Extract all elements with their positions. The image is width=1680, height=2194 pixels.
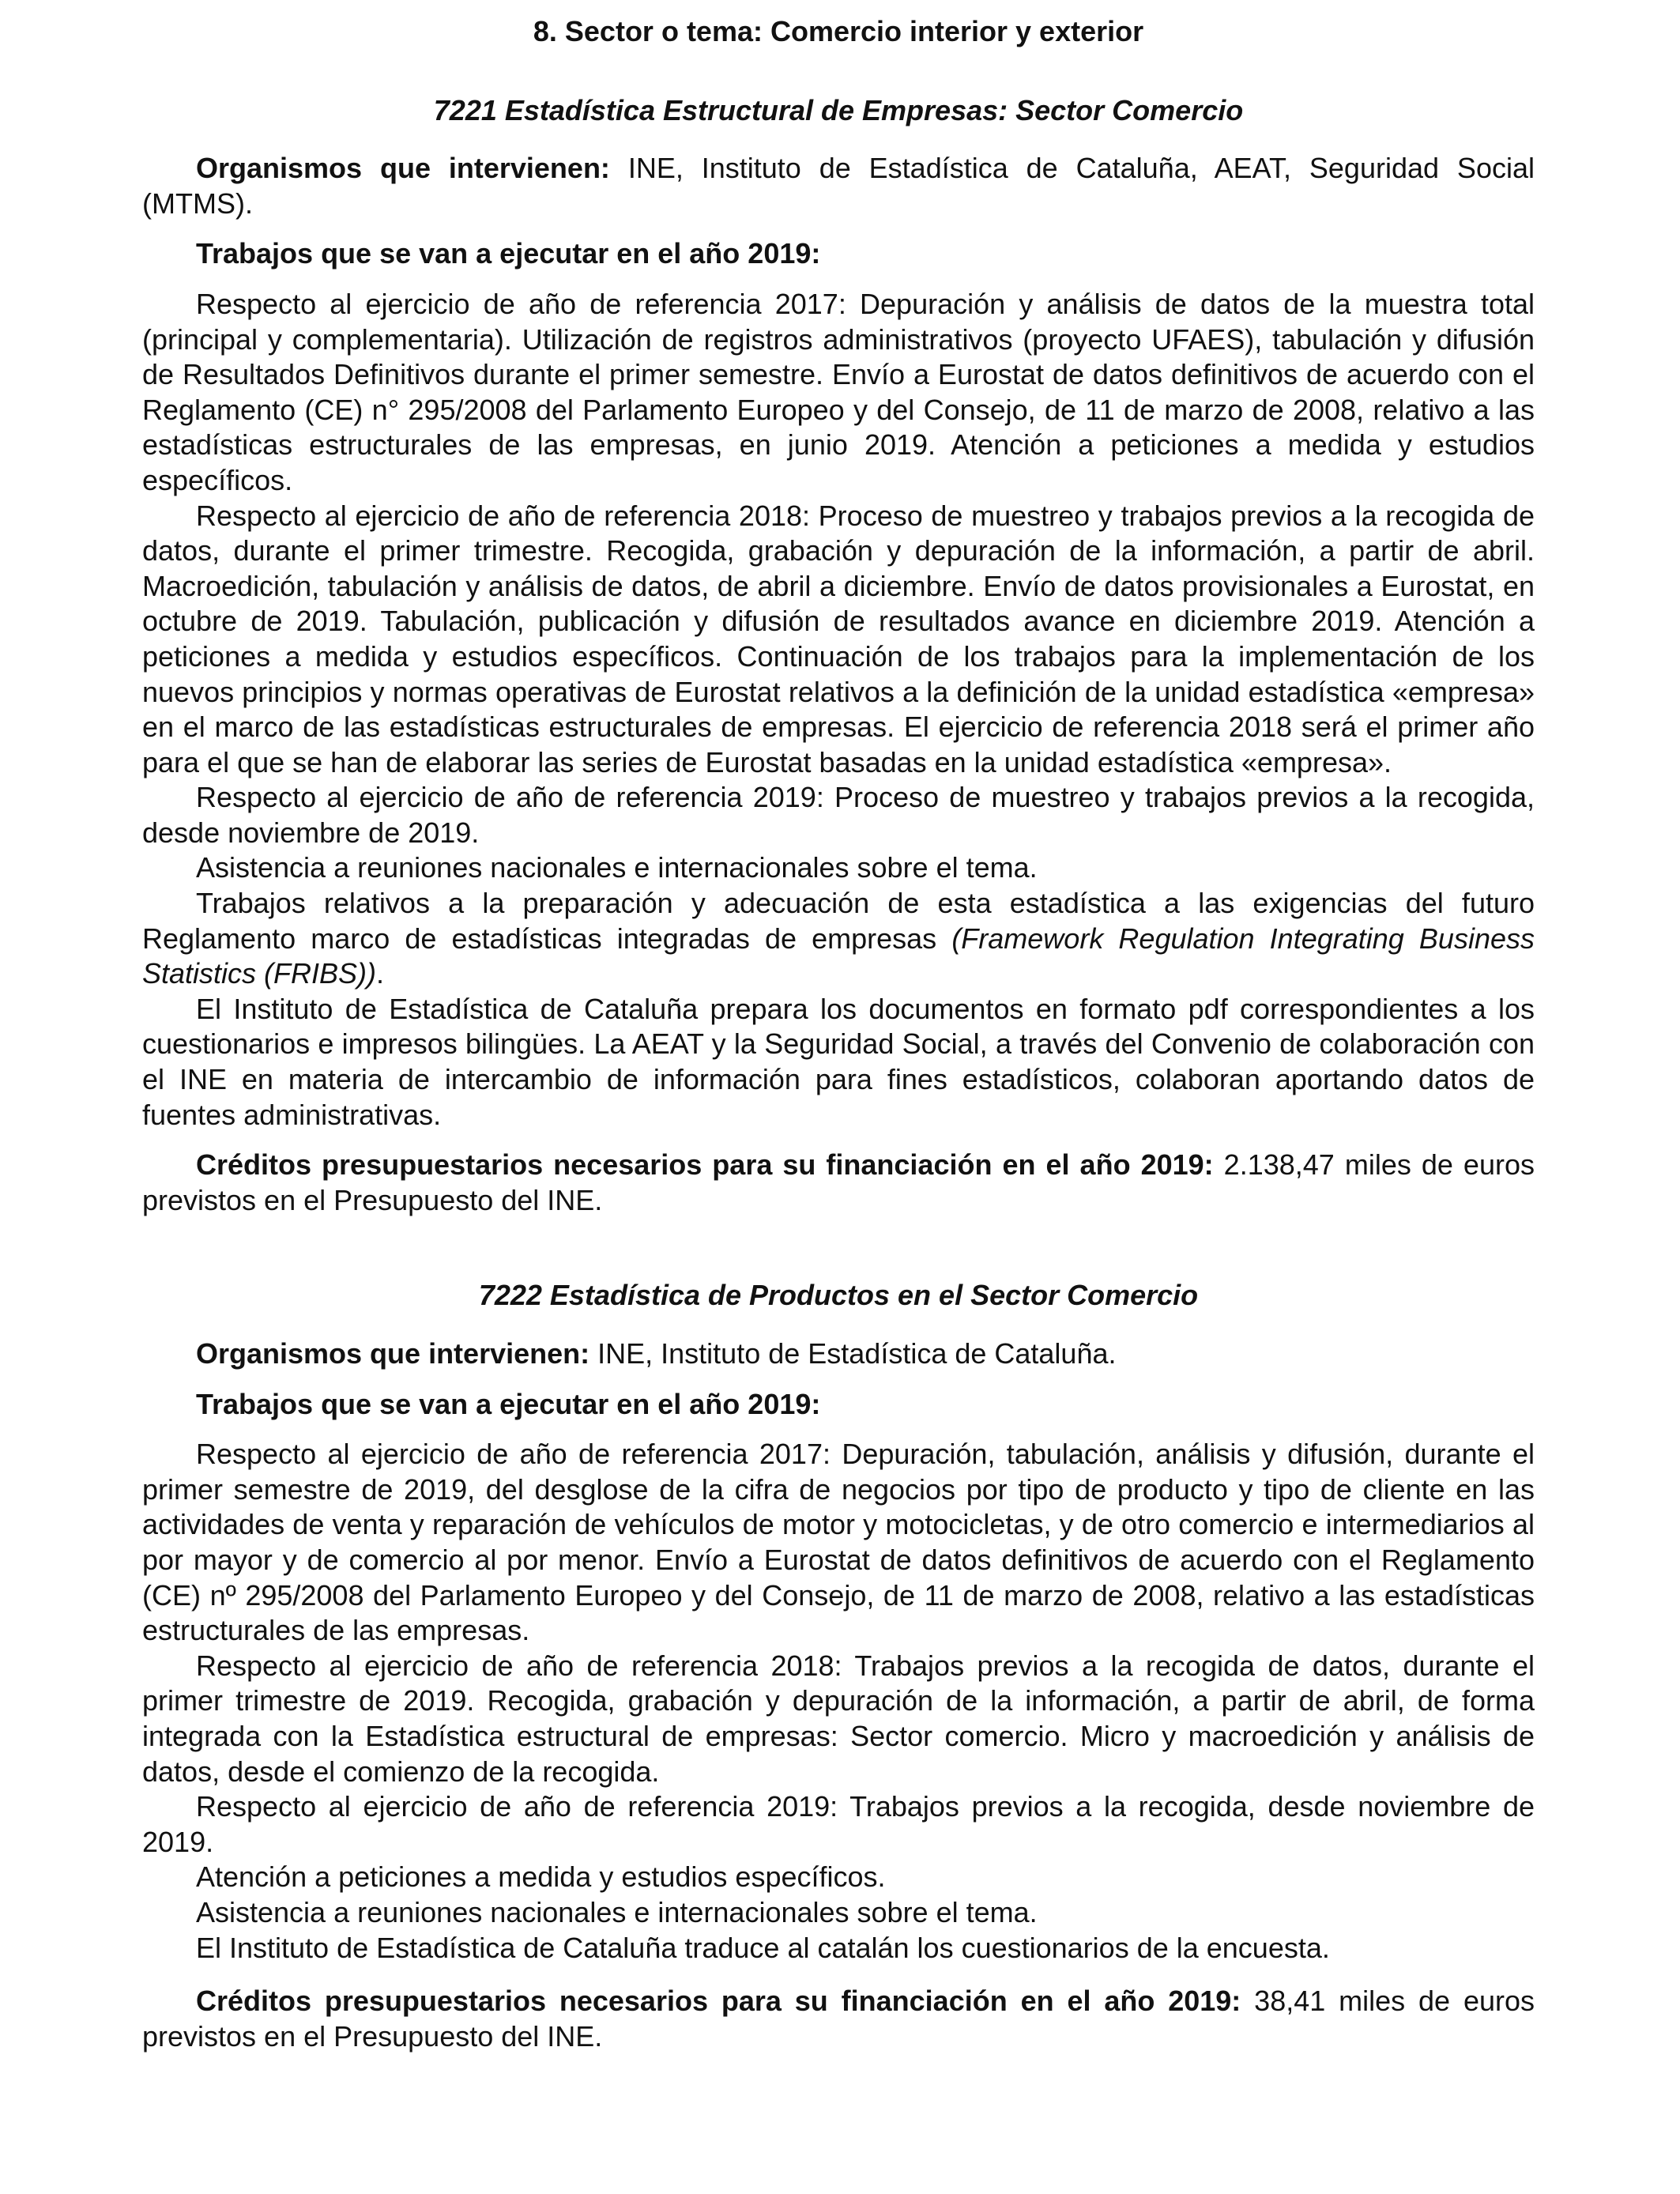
body-paragraph: Respecto al ejercicio de año de referencia 2019: Proceso de muestreo y trabajos previos a la recogida, desde noviembre de 2019. — [142, 781, 1535, 849]
organismos-text: INE, Instituto de Estadística de Cataluña, AEAT, Seguridad Social (MTMS). — [142, 152, 1535, 220]
fribs-italic: (Framework Regulation Integrating Business Statistics (FRIBS)) — [142, 922, 1535, 990]
body-paragraph: Asistencia a reuniones nacionales e internacionales sobre el tema. — [196, 851, 1038, 884]
operation-title: 7221 Estadística Estructural de Empresas: Sector Comercio — [433, 93, 1244, 126]
section-7222 — [142, 1278, 1535, 2054]
body-paragraph: Respecto al ejercicio de año de referencia 2017: Depuración, tabulación, análisis y difusión, durante el primer semestre de 2019, del desglose de la cifra de negocios por tipo de producto y tipo de cliente en las actividades de venta y reparación de vehículos de motor y motocicletas, y de otro comercio e intermediarios al por mayor y de comercio al por menor. Envío a Eurostat de datos definitivos de acuerdo con el Reglamento (CE) nº 295/2008 del Parlamento Europeo y del Consejo, de 11 de marzo de 2008, relativo a las estadísticas estructurales de las empresas. — [142, 1438, 1535, 1647]
creditos-label: Créditos presupuestarios necesarios para su financiación en el año 2019: — [196, 1985, 1241, 2018]
creditos-text: 2.138,47 miles de euros previstos en el Presupuesto del INE. — [142, 1148, 1535, 1216]
creditos-paragraph — [142, 1984, 1535, 2054]
trabajos-heading — [142, 1387, 1535, 1423]
body-paragraph: El Instituto de Estadística de Cataluña prepara los documentos en formato pdf correspondientes a los cuestionarios e impresos bilingües. La AEAT y la Seguridad Social, a través del Convenio de colaboración con el INE en materia de intercambio de información para fines estadísticos, colaboran aportando datos de fuentes administrativas. — [142, 992, 1535, 1131]
sector-title: 8. Sector o tema: Comercio interior y exterior — [533, 15, 1144, 47]
organismos-paragraph — [142, 1336, 1535, 1372]
body-paragraph: Respecto al ejercicio de año de referencia 2019: Trabajos previos a la recogida, desde noviembre de 2019. — [142, 1790, 1535, 1858]
trabajos-label: Trabajos que se van a ejecutar en el año 2019: — [196, 1387, 821, 1420]
creditos-label: Créditos presupuestarios necesarios para su financiación en el año 2019: — [196, 1148, 1214, 1182]
body-paragraph: Respecto al ejercicio de año de referencia 2017: Depuración y análisis de datos de la muestra total (principal y complementaria). Utilización de registros administrativos (proyecto UFAES), tabulación y difusión de Resultados Definitivos durante el primer semestre. Envío a Eurostat de datos definitivos de acuerdo con el Reglamento (CE) n° 295/2008 del Parlamento Europeo y del Consejo, de 11 de marzo de 2008, relativo a las estadísticas estructurales de las empresas, en junio 2019. Atención a peticiones a medida y estudios específicos. — [142, 287, 1535, 496]
body-paragraph: Respecto al ejercicio de año de referencia 2018: Trabajos previos a la recogida de datos, durante el primer trimestre de 2019. Recogida, grabación y depuración de la información, a partir de abril, de forma integrada con la Estadística estructural de empresas: Sector comercio. Micro y macroedición y análisis de datos, desde el comienzo de la recogida. — [142, 1649, 1535, 1788]
section-7221 — [142, 93, 1535, 1219]
trabajos-heading — [142, 236, 1535, 272]
creditos-text: 38,41 miles de euros previstos en el Presupuesto del INE. — [142, 1985, 1535, 2053]
operation-title: 7222 Estadística de Productos en el Sector Comercio — [478, 1279, 1199, 1312]
fribs-paragraph — [142, 886, 1535, 992]
organismos-paragraph — [142, 151, 1535, 221]
organismos-text: INE, Instituto de Estadística de Cataluña. — [590, 1337, 1117, 1370]
body-paragraph: Asistencia a reuniones nacionales e internacionales sobre el tema. — [196, 1895, 1038, 1928]
fribs-end: . — [376, 957, 385, 990]
body-paragraph: Respecto al ejercicio de año de referencia 2018: Proceso de muestreo y trabajos previos a la recogida de datos, durante el primer trimestre. Recogida, grabación y depuración de la información, a partir de abril. Macroedición, tabulación y análisis de datos, de abril a diciembre. Envío de datos provisionales a Eurostat, en octubre de 2019. Tabulación, publicación y difusión de resultados avance en diciembre 2019. Atención a peticiones a medida y estudios específicos. Continuación de los trabajos para la implementación de los nuevos principios y normas operativas de Eurostat relativos a la definición de la unidad estadística «empresa» en el marco de las estadísticas estructurales de empresas. El ejercicio de referencia 2018 será el primer año para el que se han de elaborar las series de Eurostat basadas en la unidad estadística «empresa». — [142, 499, 1535, 778]
body-paragraph: Atención a peticiones a medida y estudios específicos. — [196, 1860, 886, 1894]
trabajos-label: Trabajos que se van a ejecutar en el año 2019: — [196, 237, 821, 270]
organismos-label: Organismos que intervienen: — [196, 1337, 590, 1370]
fribs-text: Trabajos relativos a la preparación y adecuación de esta estadística a las exigencias del futuro Reglamento marco de estadísticas integradas de empresas — [142, 887, 1535, 955]
organismos-label: Organismos que intervienen: — [196, 152, 610, 185]
creditos-paragraph — [142, 1148, 1535, 1218]
document-page — [142, 14, 1535, 2054]
body-paragraph: El Instituto de Estadística de Cataluña traduce al catalán los cuestionarios de la encuesta. — [196, 1931, 1330, 1964]
